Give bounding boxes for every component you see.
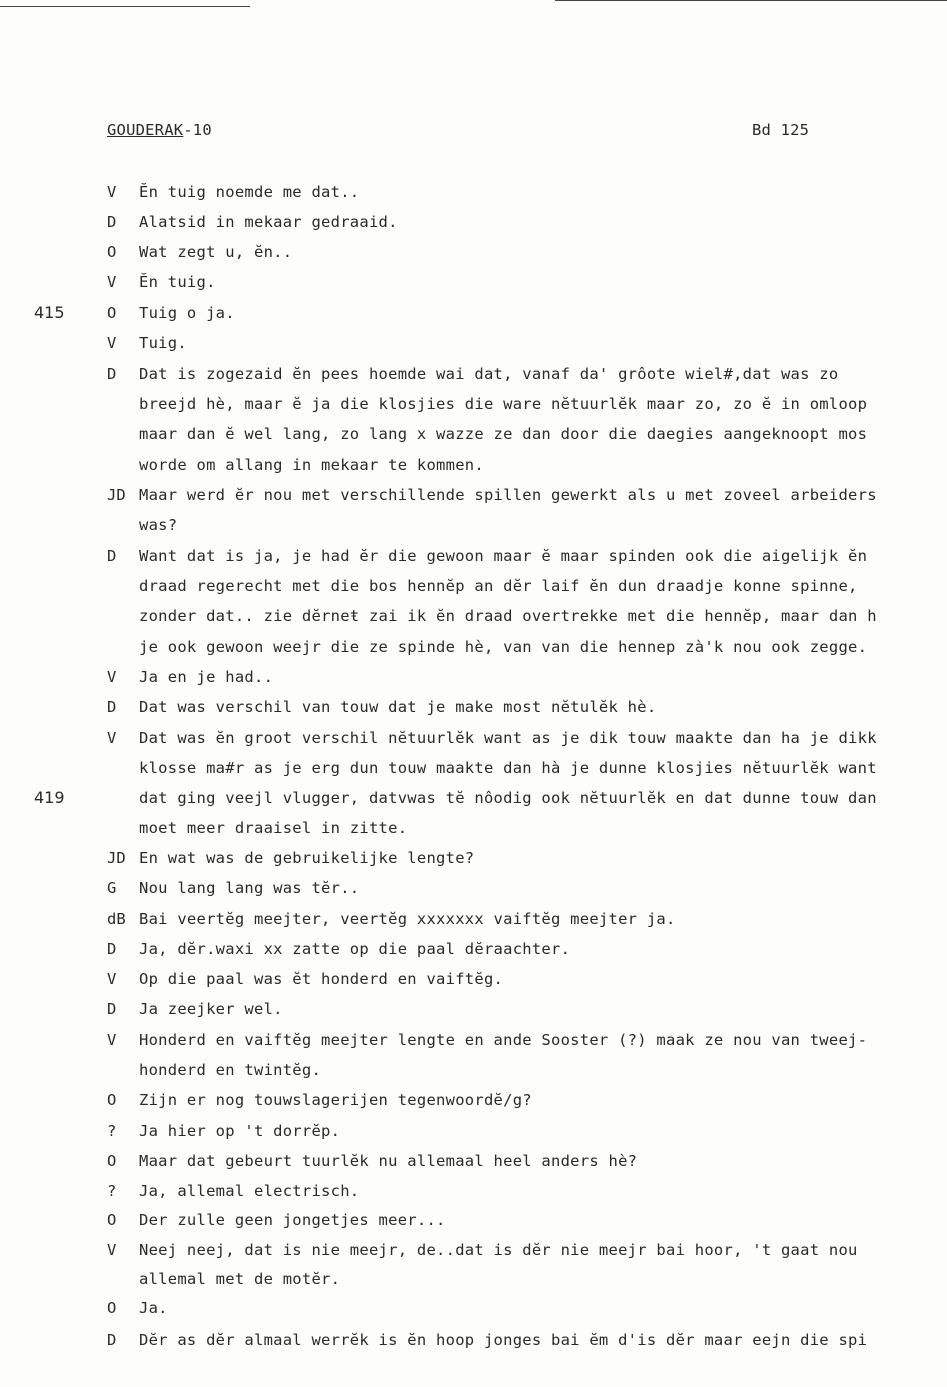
speaker-label: O [107, 1152, 117, 1170]
transcript-line: je ook gewoon weejr die ze spinde hè, van van die hennep zà'k nou ook zegge. [139, 638, 868, 656]
speaker-label: O [107, 1091, 117, 1109]
transcript-line: Ja en je had.. [139, 668, 274, 686]
transcript-line: breejd hè, maar ĕ ja die klosjies die ware nĕtuurlĕk maar zo, zo ĕ in omloop [139, 395, 868, 413]
margin-line-number: 419 [34, 788, 65, 807]
transcript-line: Maar dat gebeurt tuurlĕk nu allemaal heel anders hè? [139, 1152, 638, 1170]
speaker-label: G [107, 879, 117, 897]
transcript-line: Alatsid in mekaar gedraaid. [139, 213, 398, 231]
speaker-label: D [107, 940, 117, 958]
top-right-rule [555, 0, 947, 1]
transcript-line: honderd en twintĕg. [139, 1061, 322, 1079]
speaker-label: D [107, 1331, 117, 1349]
transcript-line: Dĕr as dĕr almaal werrĕk is ĕn hoop jonges bai ĕm d'is dĕr maar eejn die spi [139, 1331, 868, 1349]
speaker-label: ? [107, 1182, 117, 1200]
transcript-line: worde om allang in mekaar te kommen. [139, 456, 484, 474]
document-header-left [107, 121, 212, 139]
speaker-label: D [107, 547, 117, 565]
transcript-line: Neej neej, dat is nie meejr, de..dat is dĕr nie meejr bai hoor, 't gaat nou [139, 1241, 858, 1259]
transcript-line: Bai veertĕg meejter, veertĕg xxxxxxx vaiftĕg meejter ja. [139, 910, 676, 928]
transcript-line: Wat zegt u, ĕn.. [139, 243, 293, 261]
header-title: GOUDERAK [107, 121, 184, 139]
transcript-line: dat ging veejl vlugger, datvwas tĕ nôodig ook nĕtuurlĕk en dat dunne touw dan [139, 789, 877, 807]
transcript-line: Want dat is ja, je had ĕr die gewoon maar ĕ maar spinden ook die aigelijk ĕn [139, 547, 868, 565]
speaker-label: O [107, 243, 117, 261]
speaker-label: ? [107, 1122, 117, 1140]
transcript-line: Ĕn tuig. [139, 273, 216, 291]
speaker-label: V [107, 729, 117, 747]
speaker-label: D [107, 698, 117, 716]
speaker-label: D [107, 365, 117, 383]
transcript-line: Der zulle geen jongetjes meer... [139, 1211, 446, 1229]
speaker-label: JD [107, 849, 126, 867]
transcript-line: Ĕn tuig noemde me dat.. [139, 183, 360, 201]
transcript-line: was? [139, 516, 178, 534]
transcript-line: Zijn er nog touwslagerijen tegenwoordĕ/g? [139, 1091, 532, 1109]
transcript-line: allemal met de motĕr. [139, 1270, 341, 1288]
speaker-label: JD [107, 486, 126, 504]
speaker-label: dB [107, 910, 126, 928]
top-left-rule [0, 6, 250, 7]
transcript-line: klosse ma#r as je erg dun touw maakte dan hà je dunne klosjies nĕtuurlĕk want [139, 759, 877, 777]
speaker-label: O [107, 1299, 117, 1317]
speaker-label: O [107, 1211, 117, 1229]
transcript-line: Nou lang lang was tĕr.. [139, 879, 360, 897]
transcript-line: Dat was ĕn groot verschil nĕtuurlĕk want as je dik touw maakte dan ha je dikk [139, 729, 877, 747]
transcript-line: Ja, dĕr.waxi xx zatte op die paal dĕraachter. [139, 940, 571, 958]
transcript-line: Maar werd ĕr nou met verschillende spillen gewerkt als u met zoveel arbeiders [139, 486, 877, 504]
transcript-line: Tuig o ja. [139, 304, 235, 322]
transcript-line: En wat was de gebruikelijke lengte? [139, 849, 475, 867]
transcript-line: Ja hier op 't dorrĕp. [139, 1122, 341, 1140]
speaker-label: D [107, 213, 117, 231]
document-header-right: Bd 125 [752, 121, 810, 139]
speaker-label: V [107, 273, 117, 291]
speaker-label: V [107, 970, 117, 988]
speaker-label: V [107, 1241, 117, 1259]
transcript-line: moet meer draaisel in zitte. [139, 819, 408, 837]
transcript-line: Honderd en vaiftĕg meejter lengte en ande Sooster (?) maak ze nou van tweej- [139, 1031, 868, 1049]
margin-line-number: 415 [34, 303, 65, 322]
speaker-label: V [107, 334, 117, 352]
speaker-label: V [107, 1031, 117, 1049]
transcript-line: Op die paal was ĕt honderd en vaiftĕg. [139, 970, 504, 988]
transcript-line: Ja, allemal electrisch. [139, 1182, 360, 1200]
speaker-label: O [107, 304, 117, 322]
transcript-line: Dat was verschil van touw dat je make most nĕtulĕk hè. [139, 698, 657, 716]
transcript-line: Ja. [139, 1299, 168, 1317]
transcript-line: Dat is zogezaid ĕn pees hoemde wai dat, vanaf da' grôote wiel#,dat was zo [139, 365, 839, 383]
speaker-label: V [107, 668, 117, 686]
transcript-line: zonder dat.. zie dĕrneŧ zai ik ĕn draad overtrekke met die hennĕp, maar dan h [139, 607, 877, 625]
speaker-label: V [107, 183, 117, 201]
transcript-line: draad regerecht met die bos hennĕp an dĕr laif ĕn dun draadje konne spinne, [139, 577, 858, 595]
transcript-line: maar dan ĕ wel lang, zo lang x wazze ze dan door die daegies aangeknoopt mos [139, 425, 868, 443]
header-suffix: -10 [183, 121, 212, 139]
speaker-label: D [107, 1000, 117, 1018]
transcript-line: Tuig. [139, 334, 187, 352]
transcript-line: Ja zeejker wel. [139, 1000, 283, 1018]
